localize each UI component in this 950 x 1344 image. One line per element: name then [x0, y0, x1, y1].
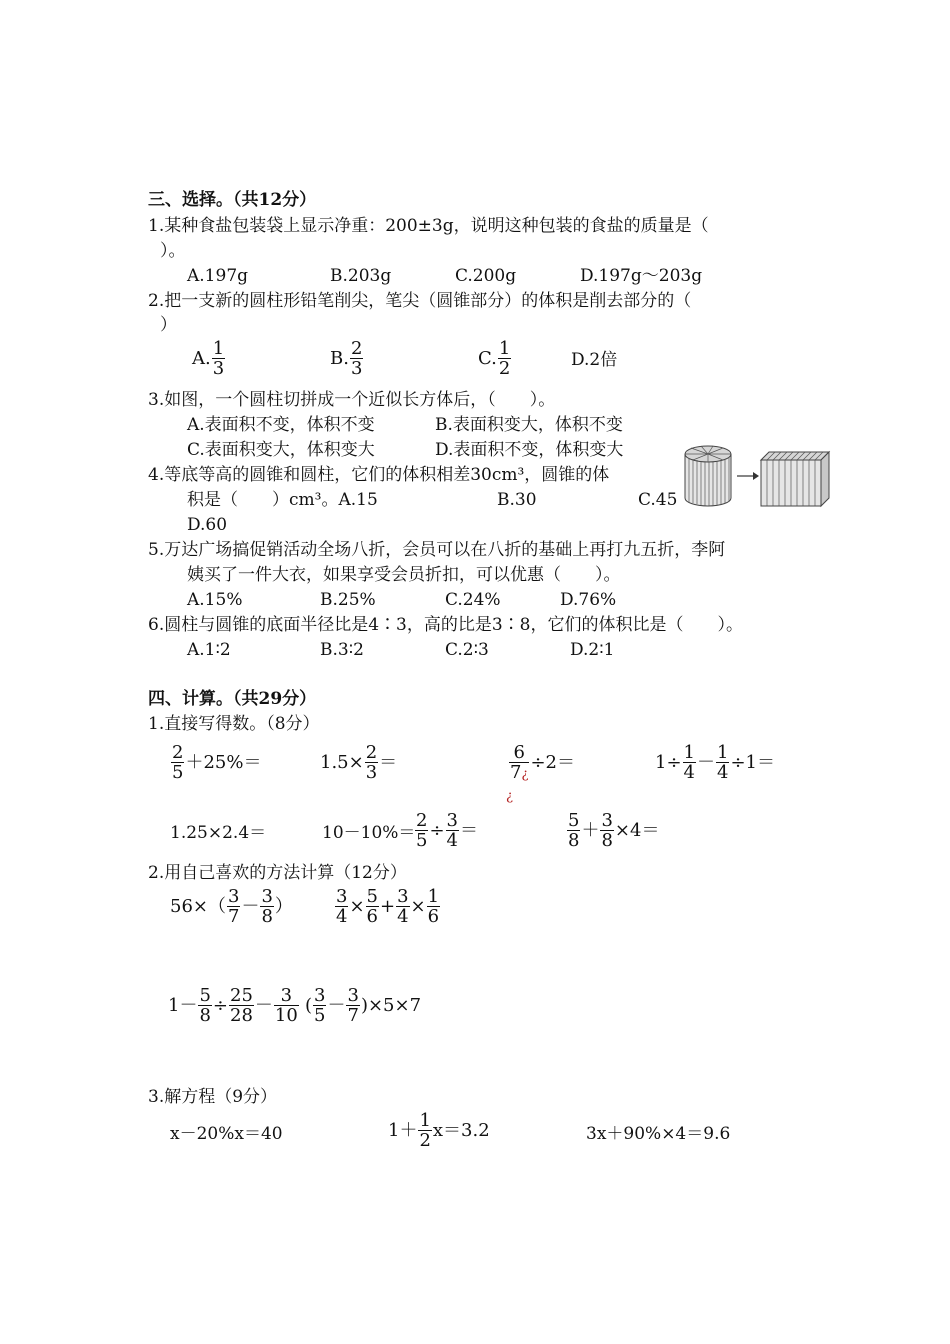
calc1-expr8: $\frac{5}{8}$ ＋ $\frac{3}{8}$ ×4＝: [568, 810, 660, 851]
q6-option-a: A.1∶2: [187, 640, 231, 660]
q5-option-c: C.24%: [445, 590, 501, 610]
calc1-expr3: $\frac{6}{7¿}$ ÷2＝: [510, 742, 575, 783]
q2-option-d: D.2倍: [571, 350, 618, 370]
stray-mark: ¿: [506, 789, 513, 804]
equation-1: x－20%x＝40: [170, 1124, 283, 1144]
calc2-expr2: $\frac{3}{4}$ × $\frac{5}{6}$ + $\frac{3}{4}$ × $\frac{1}{6}$: [336, 886, 440, 927]
calc1-expr6: 10－10%＝: [322, 823, 416, 843]
part3-title: 3.解方程（9分）: [148, 1087, 278, 1107]
q5-option-a: A.15%: [187, 590, 243, 610]
cuboid-icon: [761, 452, 829, 506]
q1-line2: ）。: [160, 241, 186, 261]
q3-line1: 3.如图，一个圆柱切拼成一个近似长方体后，（ ）。: [148, 390, 556, 410]
cylinder-icon: [685, 446, 731, 506]
part1-title: 1.直接写得数。（8分）: [148, 714, 320, 734]
q4-option-d: D.60: [187, 515, 228, 535]
calc1-expr2: 1.5× $\frac{2}{3}$ ＝: [320, 742, 398, 783]
q6-option-c: C.2∶3: [445, 640, 489, 660]
arrow-right-icon: [737, 472, 759, 480]
q6-option-d: D.2∶1: [570, 640, 615, 660]
q2-line2: ）: [160, 315, 177, 335]
q1-option-a: A.197g: [187, 266, 249, 286]
q2-option-c: C. $\frac{1}{2}$: [478, 338, 511, 379]
calc1-expr7: $\frac{2}{5}$ ÷ $\frac{3}{4}$ ＝: [416, 810, 478, 851]
calc2-expr3: 1－ $\frac{5}{8}$ ÷ $\frac{25}{28}$ － $\frac{3}{10}$: [168, 985, 298, 1026]
q1-option-d: D.197g～203g: [580, 266, 703, 286]
calc2-expr4: ( $\frac{3}{5}$ － $\frac{3}{7}$ )×5×7: [305, 985, 422, 1026]
cylinder-to-cuboid-figure: [683, 440, 831, 510]
q4-line1: 4.等底等高的圆锥和圆柱，它们的体积相差30cm³，圆锥的体: [148, 465, 610, 485]
q5-line2: 姨买了一件大衣，如果享受会员折扣，可以优惠（ ）。: [187, 565, 621, 585]
part2-title: 2.用自己喜欢的方法计算（12分）: [148, 863, 407, 883]
section-3-title: 三、选择。（共12分）: [148, 190, 317, 210]
calc1-expr4: 1÷ $\frac{1}{4}$ － $\frac{1}{4}$ ÷1＝: [655, 742, 775, 783]
calc1-expr5: 1.25×2.4＝: [170, 823, 267, 843]
q2-line1: 2.把一支新的圆柱形铅笔削尖，笔尖（圆锥部分）的体积是削去部分的（: [148, 291, 692, 311]
q5-option-d: D.76%: [560, 590, 617, 610]
q3-option-c: C.表面积变大，体积变大: [187, 440, 375, 460]
q3-option-d: D.表面积不变，体积变大: [435, 440, 624, 460]
calc1-expr1: $\frac{2}{5}$ ＋25%＝: [172, 742, 262, 783]
calc2-expr1: 56×（ $\frac{3}{7}$ － $\frac{3}{8}$ ）: [170, 886, 293, 927]
q1-line1: 1.某种食盐包装袋上显示净重：200±3g，说明这种包装的食盐的质量是（: [148, 216, 709, 236]
q6-option-b: B.3∶2: [320, 640, 364, 660]
q1-option-c: C.200g: [455, 266, 517, 286]
q4-option-c: C.45: [638, 490, 678, 510]
q4-option-b: B.30: [497, 490, 537, 510]
q2-option-a: A. $\frac{1}{3}$: [192, 338, 225, 379]
equation-2: 1＋ $\frac{1}{2}$ x＝3.2: [388, 1110, 490, 1151]
q4-line2: 积是（ ）cm³。A.15: [187, 490, 378, 510]
q3-option-a: A.表面积不变，体积不变: [187, 415, 375, 435]
q1-option-b: B.203g: [330, 266, 392, 286]
section-4-title: 四、计算。（共29分）: [148, 689, 317, 709]
q5-option-b: B.25%: [320, 590, 376, 610]
equation-3: 3x＋90%×4＝9.6: [586, 1124, 731, 1144]
q2-option-b: B. $\frac{2}{3}$: [330, 338, 363, 379]
q6-line1: 6.圆柱与圆锥的底面半径比是4∶3，高的比是3∶8，它们的体积比是（ ）。: [148, 615, 743, 635]
q5-line1: 5.万达广场搞促销活动全场八折，会员可以在八折的基础上再打九五折，李阿: [148, 540, 726, 560]
q3-option-b: B.表面积变大，体积不变: [435, 415, 623, 435]
